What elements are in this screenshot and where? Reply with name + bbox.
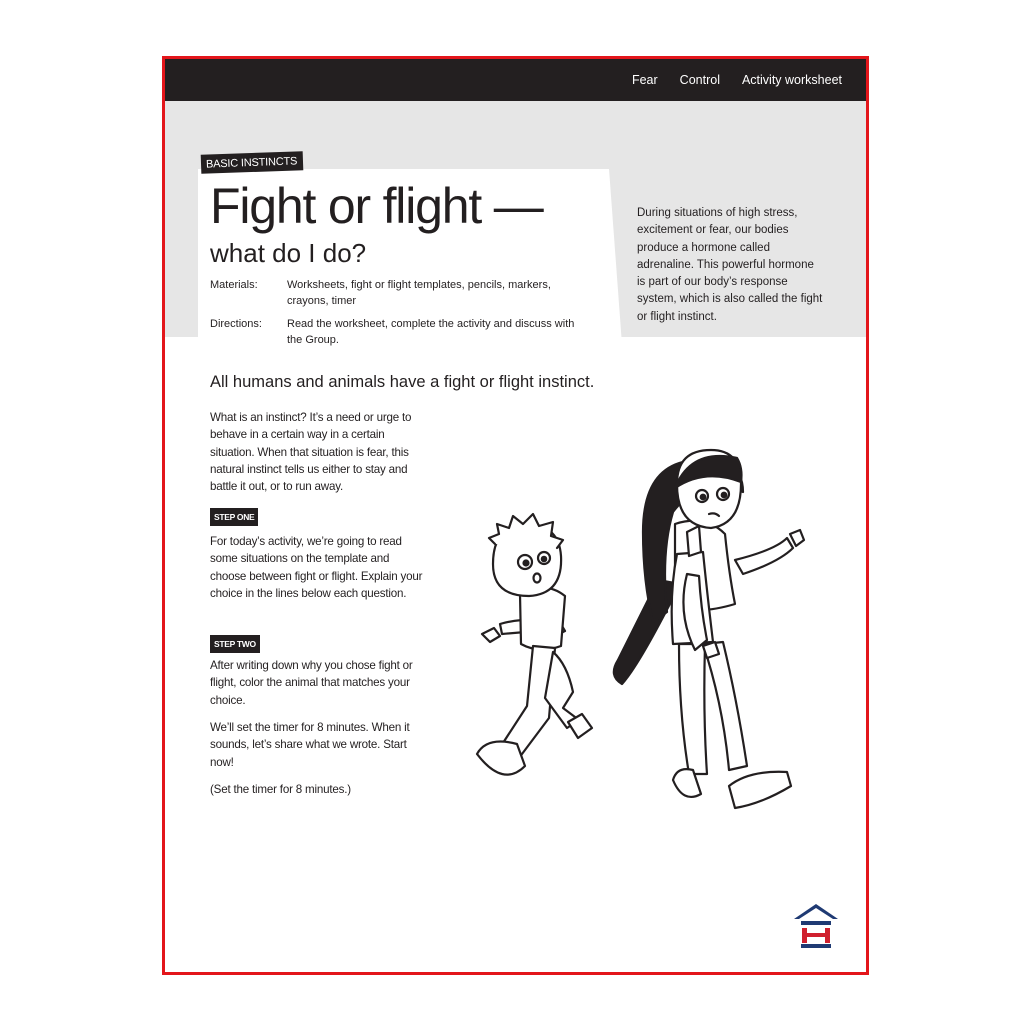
nav-links bbox=[632, 59, 842, 101]
top-navbar bbox=[165, 59, 866, 101]
nav-link-fear[interactable]: Fear bbox=[631, 73, 658, 87]
timer-paragraph: We’ll set the timer for 8 minutes. When it sounds, let’s share what we wrote. Start now! bbox=[210, 721, 410, 769]
hero-side-text: During situations of high stress, excitement or fear, our bodies produce a hormone called adrenaline. This powerful hormone is part of our body’s response system, which is also called the fight or flight instinct. bbox=[637, 207, 823, 323]
directions-value: Read the worksheet, complete the activity and discuss with the Group. bbox=[287, 318, 575, 346]
materials-value: Worksheets, fight or flight templates, pencils, markers, crayons, timer bbox=[287, 279, 551, 307]
directions-label: Directions: bbox=[210, 318, 262, 330]
intro-paragraph: What is an instinct? It’s a need or urge to behave in a certain way in a certain situation. When that situation is fear, this natural instinct tells us either to stay and battle it out, or to run away. bbox=[210, 411, 412, 494]
girl-figure bbox=[614, 450, 804, 808]
page-title: Fight or flight — bbox=[210, 178, 543, 234]
hero-section bbox=[165, 101, 866, 346]
materials-label: Materials: bbox=[210, 279, 258, 291]
step-two-paragraph: After writing down why you chose fight or flight, color the animal that matches your choice. bbox=[210, 659, 413, 707]
boy-figure bbox=[477, 514, 592, 775]
step-one-tag: STEP ONE bbox=[210, 508, 258, 526]
timer-note: (Set the timer for 8 minutes.) bbox=[210, 783, 351, 796]
category-tag: BASIC INSTINCTS bbox=[201, 151, 304, 174]
nav-link-control[interactable]: Control bbox=[679, 73, 720, 87]
nav-link-activity-worksheet[interactable]: Activity worksheet bbox=[741, 73, 842, 87]
step-one-paragraph: For today’s activity, we’re going to read some situations on the template and choose between fight or flight. Explain your choice in the lines below each question. bbox=[210, 535, 423, 600]
section-headline: All humans and animals have a fight or flight instinct. bbox=[210, 373, 595, 391]
kids-running-illustration bbox=[465, 424, 825, 814]
page-subtitle: what do I do? bbox=[210, 238, 367, 268]
organization-logo-icon bbox=[791, 901, 841, 951]
step-two-tag: STEP TWO bbox=[210, 635, 260, 653]
page-frame bbox=[162, 56, 869, 975]
